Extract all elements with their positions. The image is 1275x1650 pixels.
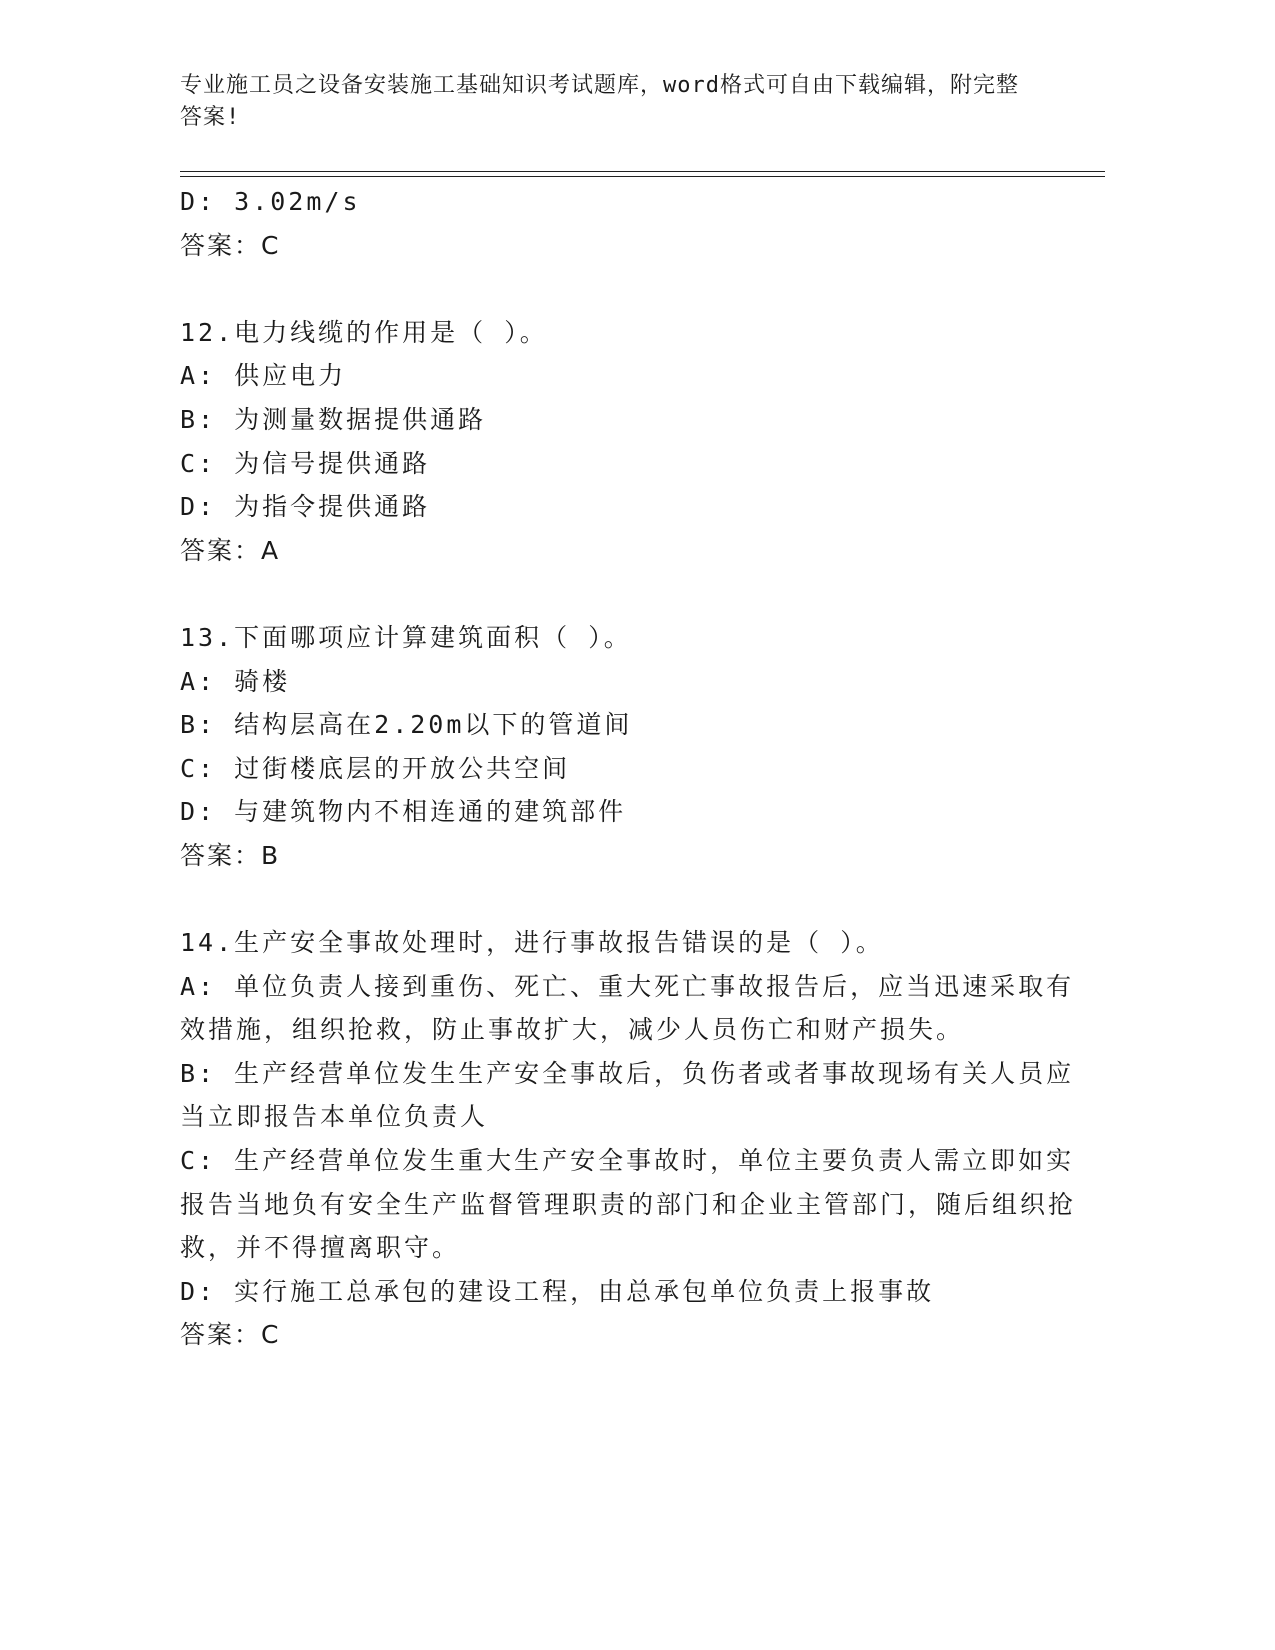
spacer bbox=[180, 878, 1080, 922]
option-a: A: 单位负责人接到重伤、死亡、重大死亡事故报告后，应当迅速采取有效措施，组织抢救，防止事故扩大，减少人员伤亡和财产损失。 bbox=[180, 971, 1075, 1045]
option-c: C: 为信号提供通路 bbox=[180, 448, 431, 478]
option-a: A: 供应电力 bbox=[180, 361, 347, 391]
option-c: C: 过街楼底层的开放公共空间 bbox=[180, 753, 571, 783]
header-divider-bottom bbox=[180, 176, 1105, 177]
question-stem: 13.下面哪项应计算建筑面积（ ）。 bbox=[180, 622, 632, 652]
question-stem: 12.电力线缆的作用是（ ）。 bbox=[180, 317, 548, 347]
question-13 bbox=[180, 616, 1080, 878]
option-b: B: 结构层高在2.20m以下的管道间 bbox=[180, 710, 633, 740]
option-b: B: 为测量数据提供通路 bbox=[180, 404, 487, 434]
answer: 答案：C bbox=[180, 1320, 281, 1350]
option-d: D: 与建筑物内不相连通的建筑部件 bbox=[180, 797, 627, 827]
option-c: C: 生产经营单位发生重大生产安全事故时，单位主要负责人需立即如实报告当地负有安全生产监督管理职责的部门和企业主管部门，随后组织抢救，并不得擅离职守。 bbox=[180, 1146, 1077, 1263]
question-12 bbox=[180, 311, 1080, 573]
answer: 答案：B bbox=[180, 840, 281, 870]
option-b: B: 生产经营单位发生生产安全事故后，负伤者或者事故现场有关人员应当立即报告本单位负责人 bbox=[180, 1058, 1075, 1132]
option-a: A: 骑楼 bbox=[180, 666, 291, 696]
spacer bbox=[180, 572, 1080, 616]
answer: 答案：A bbox=[180, 535, 281, 565]
header-divider-top bbox=[180, 171, 1105, 172]
question-14 bbox=[180, 921, 1080, 1357]
option-d: D: 实行施工总承包的建设工程，由总承包单位负责上报事故 bbox=[180, 1276, 935, 1306]
question-stem: 14.生产安全事故处理时，进行事故报告错误的是（ ）。 bbox=[180, 928, 884, 958]
option-d-carryover: D: 3.02m/s bbox=[180, 187, 361, 216]
spacer bbox=[180, 267, 1080, 311]
page-header: 专业施工员之设备安装施工基础知识考试题库，word格式可自由下载编辑，附完整答案! bbox=[180, 73, 1019, 130]
question-content bbox=[180, 180, 1080, 1357]
answer-carryover: 答案：C bbox=[180, 230, 281, 260]
option-d: D: 为指令提供通路 bbox=[180, 492, 431, 522]
